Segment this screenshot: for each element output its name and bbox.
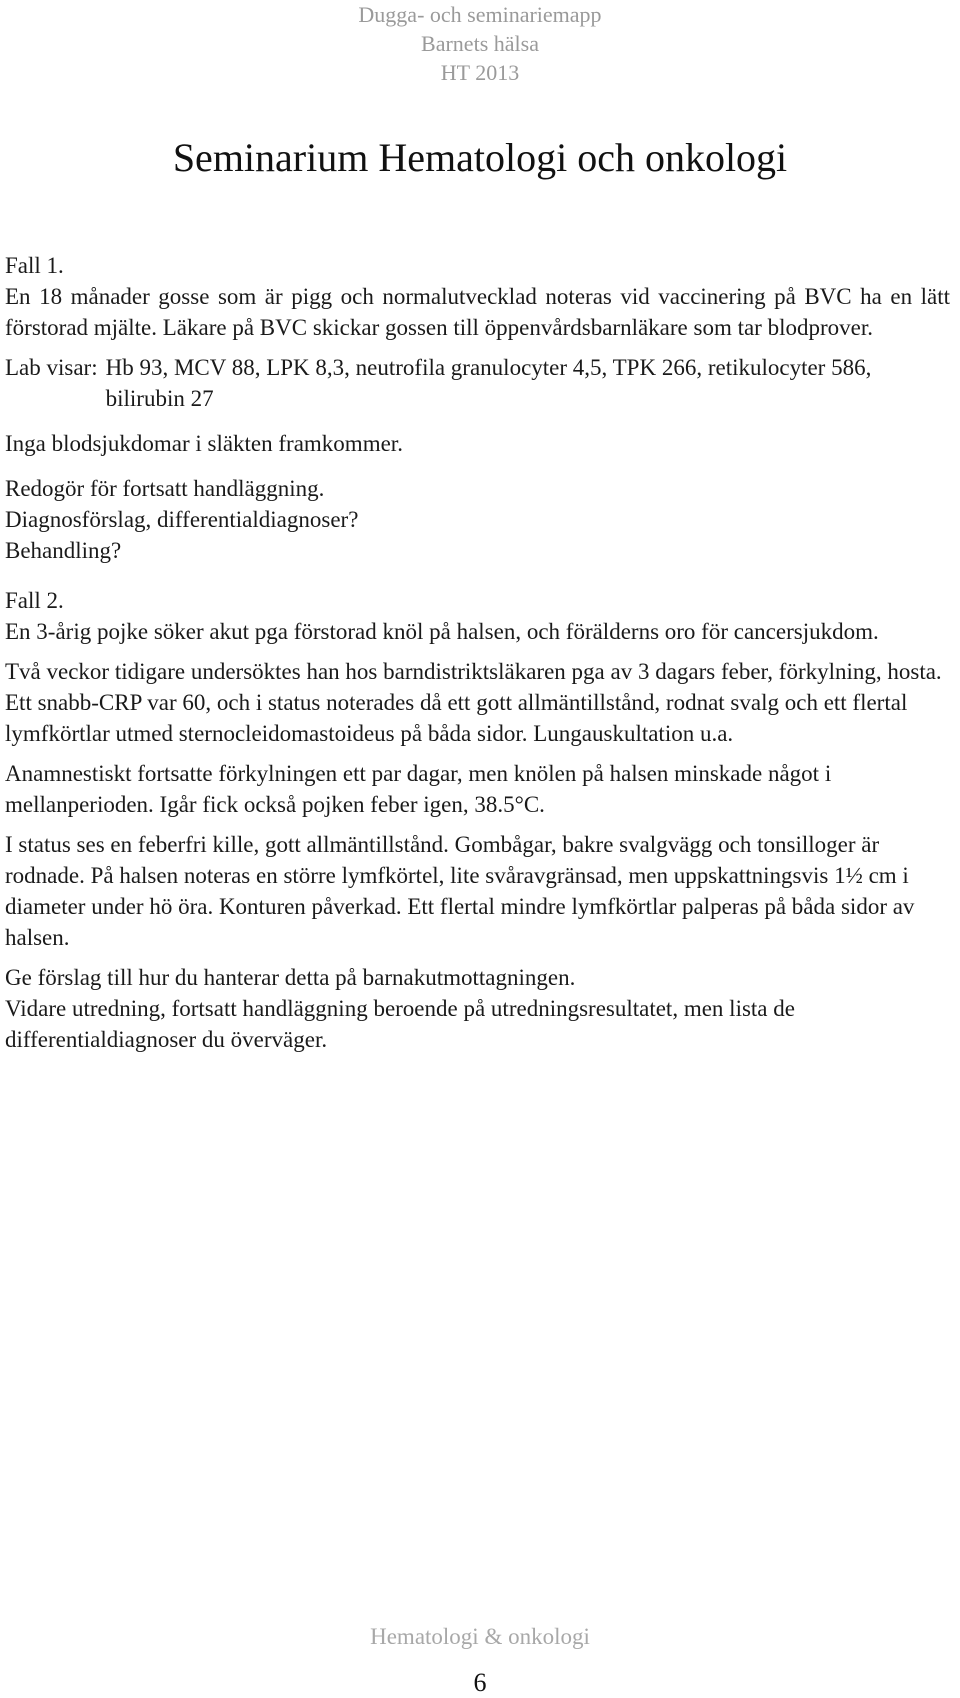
case-1-question-diagnosis: Diagnosförslag, differentialdiagnoser? — [5, 507, 359, 532]
case-2-task-differentials: Vidare utredning, fortsatt handläggning beroende på utredningsresultatet, men lista de differentialdiagnoser du överväger. — [5, 996, 795, 1052]
header-course-title: Dugga- och seminariemapp — [358, 2, 602, 27]
page-title: Seminarium Hematologi och onkologi — [172, 135, 788, 180]
case-1-intro: En 18 månader gosse som är pigg och normalutvecklad noteras vid vaccinering på BVC ha en lätt förstorad mjälte. Läkare på BVC skickar gossen till öppenvårdsbarnläkare som tar blodprover. — [5, 284, 950, 340]
header-course-name: Barnets hälsa — [421, 31, 539, 56]
case-1-question-treatment: Behandling? — [5, 538, 122, 563]
document-body — [5, 250, 950, 1055]
case-2 — [5, 585, 950, 1055]
case-1 — [5, 250, 950, 566]
case-1-lab-results — [5, 352, 950, 414]
document-header — [0, 0, 960, 87]
case-2-status: I status ses en feberfri kille, gott allmäntillstånd. Gombågar, bakre svalgvägg och tonsilloger är rodnade. På halsen noteras en större lymfkörtel, lite svåravgränsad, men uppskattningsvis 1½ cm i diameter under hö öra. Konturen påverkad. Ett flertal mindre lymfkörtlar palperas på båda sidor av halsen. — [5, 832, 915, 950]
case-1-question-management: Redogör för fortsatt handläggning. — [5, 476, 325, 501]
lab-values: Hb 93, MCV 88, LPK 8,3, neutrofila granulocyter 4,5, TPK 266, retikulocyter 586, bilirubin 27 — [105, 355, 872, 411]
case-2-presentation: En 3-årig pojke söker akut pga förstorad knöl på halsen, och förälderns oro för cancersjukdom. — [5, 619, 879, 644]
case-2-heading: Fall 2. — [5, 588, 64, 613]
case-2-history: Två veckor tidigare undersöktes han hos barndistriktsläkaren pga av 3 dagars feber, förkylning, hosta. Ett snabb-CRP var 60, och i status noterades då ett gott allmäntillstånd, rodnat svalg och ett flertal lymfkörtlar utmed sternocleidomastoideus på båda sidor. Lungauskultation u.a. — [5, 659, 942, 746]
case-2-task-emergency: Ge förslag till hur du hanterar detta på barnakutmottagningen. — [5, 965, 576, 990]
header-term: HT 2013 — [440, 60, 520, 85]
document-footer: Hematologi & onkologi — [370, 1624, 590, 1649]
lab-label: Lab visar: — [5, 355, 98, 380]
case-1-heading: Fall 1. — [5, 253, 64, 278]
case-2-course: Anamnestiskt fortsatte förkylningen ett par dagar, men knölen på halsen minskade något i mellanperioden. Igår fick också pojken feber igen, 38.5°C. — [5, 761, 832, 817]
page-number: 6 — [473, 1668, 487, 1697]
case-1-family-history: Inga blodsjukdomar i släkten framkommer. — [5, 431, 403, 456]
